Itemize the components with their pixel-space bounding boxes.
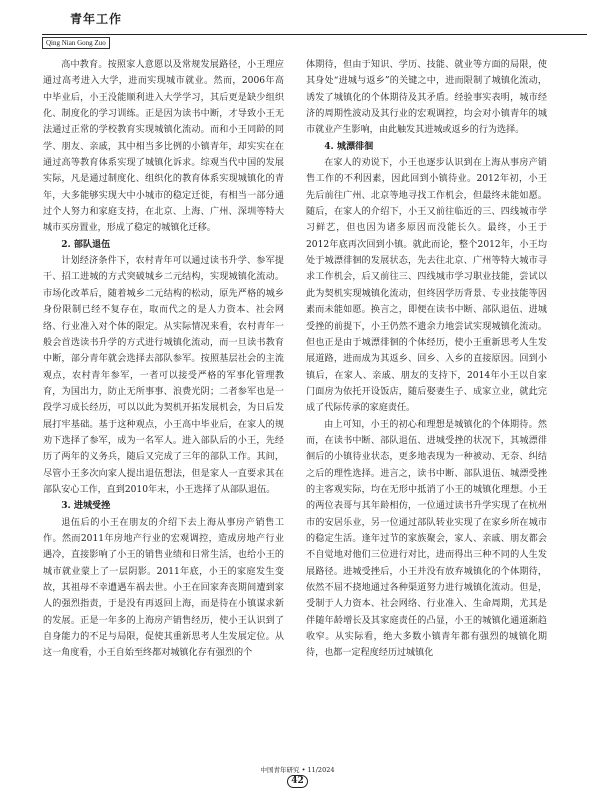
running-header: [42, 10, 123, 47]
section-heading: 3. 进城受挫: [61, 500, 111, 512]
section-heading: 4. 城漂徘徊: [324, 140, 374, 152]
paragraph: 退伍后的小王在朋友的介绍下去上海从事房产销售工作。然而2011年房地产行业的宏观调控，造成房地产行业遇冷，直接影响了小王的销售业绩和日常生活，也给小王的城市就业蒙上了一层阴影。2011年底，小王的家庭发生变故，其祖母不幸遭遇车祸去世。小王在回家奔丧期间遭到家人的强烈指责，于是没有再返回上海，而是待在小镇谋求新的发展。正是一年多的上海房产销售经历，使小王认识到了自身能力的不足与局限，促使其重新思考人生发展定位。从这一角度看，小王自始至终都对城镇化存有强烈的个: [43, 517, 284, 659]
section-heading: 2. 部队退伍: [61, 238, 111, 250]
header-rule: [42, 34, 587, 35]
page-footer: [0, 765, 595, 788]
paragraph: 高中教育。按照家人意愿以及常规发展路径，小王理应通过高考进入大学，进而实现城市就业。然而，2006年高中毕业后，小王没能顺利进入大学学习，其后更是缺少组织化、制度化的学习训练。正是因为读书中断，才导致小王无法通过正常的学校教育实现城镇化流动。而和小王同龄的同学、朋友、亲戚，其中相当多比例的小镇青年，却实实在在通过高等教育体系实现了城镇化诉求。综观当代中国的发展实际，凡是通过制度化、组织化的教育体系实现城镇化的青年，大多能够实现大中小城市的稳定迁徙，有相当一部分通过个人努力和家庭支持，在北京、上海、广州、深圳等特大城市买房置业，形成了稳定的城镇化迁移。: [43, 60, 284, 234]
paragraph: 在家人的劝说下，小王也逐步认识到在上海从事房产销售工作的不利因素，因此回到小镇待业。2012年初，小王先后前往广州、北京等地寻找工作机会，但最终未能如愿。随后，在家人的介绍下，小王又前往临近的三、四线城市学习鲜艺，但也因为诸多原因而没能长久。最终，小王于2012年底再次回到小镇。就此而论，整个2012年，小王均处于城漂徘徊的发展状态，先去往北京、广州等特大城市寻求工作机会，后又前往三、四线城市学习职业技能，尝试以此为契机实现城镇化流动，但终因学历背景、专业技能等因素而未能如愿。换言之，即便在读书中断、部队退伍、进城受挫的前提下，小王仍然不遗余力地尝试实现城镇化流动。但也正是由于城漂徘徊的个体经历，使小王重新思考人生发展道路，进而成为其返乡、回乡、入乡的直接原因。回到小镇后，在家人、亲戚、朋友的支持下，2014年小王以自家门面房为依托开设饭店，随后娶妻生子、成家立业，就此完成了代际传承的家庭责任。: [306, 158, 547, 414]
journal-pinyin: Qing Nian Gong Zuo: [42, 37, 110, 49]
paragraph: 体期待，但由于知识、学历、技能、就业等方面的局限，使其身处“进城与返乡”的关键之中，进而限制了城镇化流动，诱发了城镇化的个体期待及其矛盾。经验事实表明，城市经济的周期性波动及其行业的宏观调控，均会对小镇青年的城市就业产生影响，由此触发其进城或返乡的行为选择。: [306, 60, 547, 136]
right-column: [306, 57, 547, 662]
paragraph: 由上可知，小王的初心和理想是城镇化的个体期待。然而，在读书中断、部队退伍、进城受挫的状况下，其城漂徘徊后的小镇待业状态，更多地表现为一种被动、无奈、纠结之后的理性选择。进言之，读书中断、部队退伍、城漂受挫的主客观实际，均在无形中抵消了小王的城镇化理想。小王的两位表哥与其年龄相仿，一位通过读书升学实现了在杭州市的安居乐业，另一位通过部队转业实现了在家乡所在城市的稳定生活。逢年过节的家族聚会，家人、亲戚、朋友都会不自觉地对他们三位进行对比，进而得出三种不同的人生发展路径。进城受挫后，小王并没有放弃城镇化的个体期待，依然不屈不挠地通过各种渠道努力进行城镇化流动。但是，受制于人力资本、社会网络、行业准入、生命周期，尤其是伴随年龄增长及其家庭责任的凸显，小王的城镇化通道渐趋收窄。从实际看，绝大多数小镇青年都有强烈的城镇化期待，也都一定程度经历过城镇化: [306, 419, 547, 659]
journal-section-title: 青年工作: [70, 12, 123, 26]
page-number: 42: [287, 775, 308, 788]
paragraph: 计划经济条件下，农村青年可以通过读书升学、参军提干、招工进城的方式突破城乡二元结构，实现城镇化流动。市场化改革后，随着城乡二元结构的松动，原先严格的城乡身份限制已经不复存在，取而代之的是人力资本、社会网络、行业准入对个体的限定。从实际情况来看，农村青年一般会首选读书升学的方式进行城镇化流动，而一旦读书教育中断，部分青年就会选择去部队参军。按照基层社会的主流观点，农村青年参军，一者可以接受严格的军事化管理教育，为国出力，防止无所事事、浪费光阴；二者参军也是一段学习成长经历，可以以此为契机开拓发展机会，为日后发展打牢基础。基于这种观点，小王高中毕业后，在家人的规劝下选择了参军，成为一名军人。进入部队后的小王，先经历了两年的义务兵，随后又完成了三年的部队工作。其间，尽管小王多次向家人提出退伍想法，但是家人一直要求其在部队安心工作，直到2010年末，小王选择了从部队退伍。: [43, 256, 284, 495]
left-column: [43, 57, 284, 662]
journal-issue: 中国青年研究 • 11/2024: [260, 766, 335, 774]
